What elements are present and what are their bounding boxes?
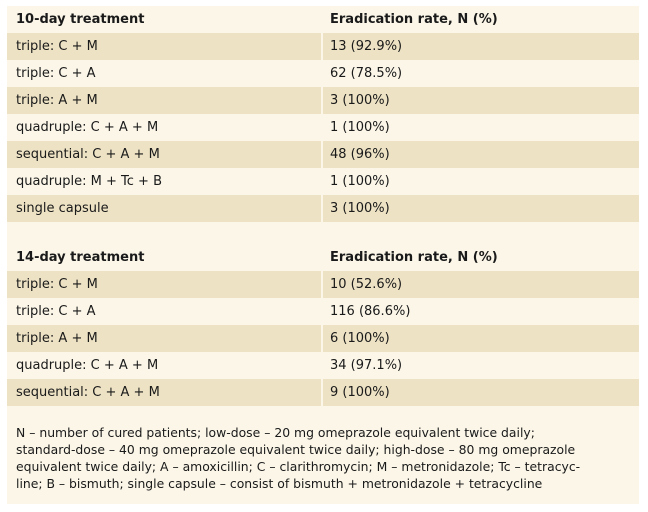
table-row (7, 352, 639, 379)
footnote-line: line; B – bismuth; single capsule – consist of bismuth + metronidazole + tetracycline (16, 476, 543, 491)
header-rate: Eradication rate, N (%) (330, 12, 498, 27)
table-row (7, 379, 639, 406)
header-treatment: 14-day treatment (16, 250, 145, 265)
column-divider (321, 87, 323, 114)
column-divider (321, 33, 323, 60)
footnote-line: equivalent twice daily; A – amoxicillin; C – clarithromycin; M – metronidazole; Tc – tetracyc- (16, 459, 581, 474)
table-row (7, 195, 639, 222)
rate-cell: 3 (100%) (330, 201, 390, 216)
treatment-cell: quadruple: C + A + M (16, 358, 159, 373)
column-divider (321, 195, 323, 222)
treatment-cell: quadruple: C + A + M (16, 120, 159, 135)
table-row (7, 271, 639, 298)
table-row (7, 298, 639, 325)
column-divider (321, 379, 323, 406)
rate-cell: 1 (100%) (330, 120, 390, 135)
column-divider (321, 141, 323, 168)
rate-cell: 3 (100%) (330, 93, 390, 108)
table-footnote (16, 424, 632, 492)
rate-cell: 6 (100%) (330, 331, 390, 346)
header-rate: Eradication rate, N (%) (330, 250, 498, 265)
treatment-cell: quadruple: M + Tc + B (16, 174, 162, 189)
rate-cell: 1 (100%) (330, 174, 390, 189)
table-row (7, 141, 639, 168)
table-row (7, 325, 639, 352)
rate-cell: 10 (52.6%) (330, 277, 403, 292)
column-divider (321, 325, 323, 352)
table-row (7, 60, 639, 87)
treatment-cell: single capsule (16, 201, 109, 216)
table-header-14-day (7, 244, 639, 271)
treatment-cell: triple: C + M (16, 277, 98, 292)
footnote-line: N – number of cured patients; low-dose – 20 mg omeprazole equivalent twice daily; (16, 425, 535, 440)
table-row (7, 87, 639, 114)
treatment-cell: sequential: C + A + M (16, 147, 160, 162)
eradication-rate-table (7, 6, 639, 504)
rate-cell: 62 (78.5%) (330, 66, 403, 81)
table-row (7, 168, 639, 195)
treatment-cell: triple: A + M (16, 93, 98, 108)
table-row (7, 114, 639, 141)
rate-cell: 34 (97.1%) (330, 358, 403, 373)
rate-cell: 48 (96%) (330, 147, 390, 162)
treatment-cell: sequential: C + A + M (16, 385, 160, 400)
treatment-cell: triple: C + A (16, 304, 96, 319)
table-header-10-day (7, 6, 639, 33)
table-row (7, 33, 639, 60)
rate-cell: 9 (100%) (330, 385, 390, 400)
rate-cell: 116 (86.6%) (330, 304, 411, 319)
rate-cell: 13 (92.9%) (330, 39, 403, 54)
treatment-cell: triple: C + M (16, 39, 98, 54)
header-treatment: 10-day treatment (16, 12, 145, 27)
treatment-cell: triple: A + M (16, 331, 98, 346)
footnote-line: standard-dose – 40 mg omeprazole equivalent twice daily; high-dose – 80 mg omeprazole (16, 442, 576, 457)
column-divider (321, 271, 323, 298)
treatment-cell: triple: C + A (16, 66, 96, 81)
